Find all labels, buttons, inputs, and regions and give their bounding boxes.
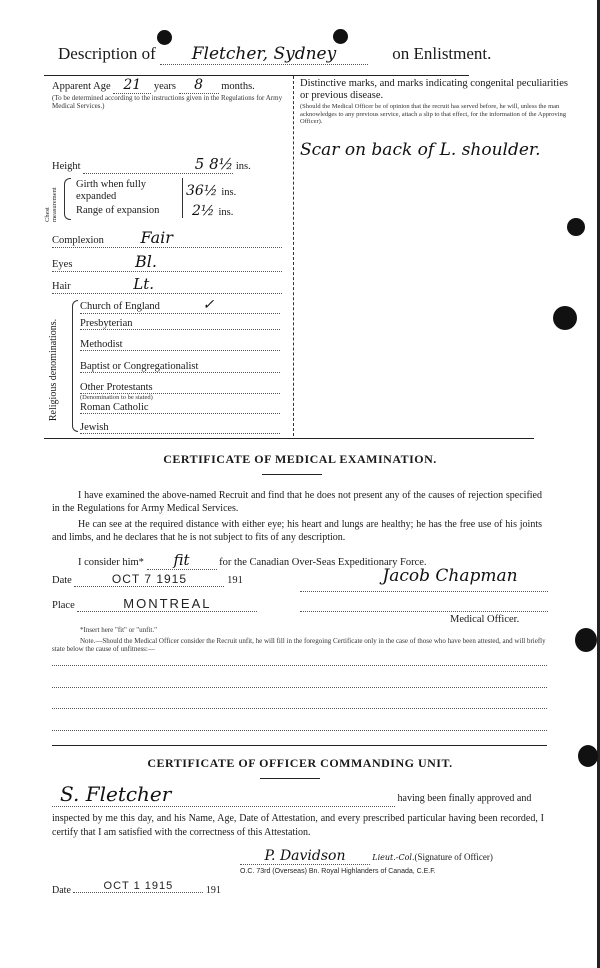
punch-hole	[553, 306, 577, 330]
medical-cert-title: CERTIFICATE OF MEDICAL EXAMINATION.	[163, 452, 437, 466]
medical-date-stamp: OCT 7 1915	[74, 572, 224, 587]
header-rule	[44, 75, 469, 76]
medical-note: Note.—Should the Medical Officer consider the Recruit unfit, he will fill in the foregoing Certificate only in the case of those who have been attested, and will briefly state below the cause of unfitness:—	[52, 637, 546, 653]
girth-row: 36½ ins.	[186, 183, 237, 199]
distinctive-marks-value: Scar on back of L. shoulder.	[300, 140, 541, 160]
height-value: 5 8½	[83, 155, 233, 174]
consider-row: I consider him* fit for the Canadian Over-Seas Expeditionary Force.	[78, 551, 427, 569]
section-rule	[44, 438, 534, 439]
officer-rank: Lieut.-Col.	[372, 853, 415, 862]
range-row: 2½ ins.	[192, 203, 234, 219]
religion-sublabel: (Denomination to be stated)	[80, 394, 153, 401]
religion-brace	[72, 300, 78, 432]
distinctive-marks-note: (Should the Medical Officer be of opinion that the recruit has served before, he will, unless the man acknowledges to any previous service, attach a slip to that effect, for the information of the Approving Officer).	[300, 103, 566, 125]
column-divider	[293, 76, 295, 436]
girth-label: Girth when fully expanded	[76, 179, 146, 202]
blank-line	[52, 686, 547, 688]
title-suffix: on Enlistment.	[392, 44, 492, 63]
unit-stamp: O.C. 73rd (Overseas) Bn. Royal Highlanders of Canada, C.E.F.	[240, 868, 436, 875]
girth-value: 36½	[186, 183, 218, 199]
complexion-value: Fair	[140, 228, 173, 247]
complexion-row: Complexion Fair	[52, 228, 282, 248]
signature-line	[300, 610, 548, 612]
medical-date-row: Date OCT 7 1915 191	[52, 572, 243, 586]
punch-hole	[157, 30, 172, 45]
fitness-value: fit	[147, 551, 217, 570]
section-rule	[52, 745, 547, 746]
age-years-value: 21	[113, 77, 151, 94]
officer-date-stamp: OCT 1 1915	[73, 880, 203, 893]
officer-signature-row: P. Davidson Lieut.-Col.(Signature of Officer)	[240, 848, 570, 865]
title-underline	[260, 778, 320, 779]
recruit-signature: S. Fletcher	[52, 782, 395, 807]
punch-hole	[333, 29, 348, 44]
punch-hole	[575, 628, 597, 652]
religion-item: Baptist or Congregationalist	[80, 361, 280, 373]
religion-item: Jewish	[80, 422, 280, 434]
religion-item: Roman Catholic	[80, 402, 280, 414]
punch-hole	[567, 218, 585, 236]
age-months-value: 8	[179, 77, 219, 94]
religion-check: ✓	[202, 297, 215, 313]
officer-date-row: Date OCT 1 1915 191	[52, 880, 221, 896]
enlistee-name: Fletcher, Sydney	[160, 44, 368, 65]
signature-line	[300, 590, 548, 592]
religion-group-label: Religious denominations.	[48, 318, 59, 422]
medical-officer-label: Medical Officer.	[450, 614, 520, 625]
officer-signature: P. Davidson	[240, 848, 370, 865]
chest-brace	[64, 178, 71, 220]
officer-cert-title: CERTIFICATE OF OFFICER COMMANDING UNIT.	[147, 756, 453, 770]
title-prefix: Description of	[58, 44, 156, 63]
page-title	[58, 44, 548, 65]
officer-name-row: S. Fletcher having been finally approved and	[52, 782, 547, 807]
range-label: Range of expansion	[76, 205, 160, 216]
medical-para-1: I have examined the above-named Recruit and find that he does not present any of the causes of rejection specified in the Regulations for Army Medical Services.	[52, 490, 542, 514]
religion-item: Church of England ✓	[80, 297, 280, 314]
religion-item: Presbyterian	[80, 318, 280, 330]
blank-line	[52, 664, 547, 666]
footnote: *Insert here "fit" or "unfit."	[80, 626, 157, 634]
eyes-row: Eyes Bl.	[52, 252, 282, 272]
apparent-age-row: Apparent Age 21 years 8 months.	[52, 77, 255, 93]
religion-item: Methodist	[80, 339, 280, 351]
place-row: Place MONTREAL	[52, 596, 292, 612]
religion-item: Other Protestants	[80, 382, 280, 394]
distinctive-marks-label: Distinctive marks, and marks indicating congenital peculiarities or previous disease.	[300, 78, 568, 101]
hair-row: Hair Lt.	[52, 275, 282, 294]
medical-para-2: He can see at the required distance with either eye; his heart and lungs are healthy; he has the free use of his joints and limbs, and he declares that he is not subject to fits of any description.	[52, 519, 542, 543]
age-note: (To be determined according to the instructions given in the Regulations for Army Medical Services.)	[52, 94, 283, 110]
medical-officer-signature: Jacob Chapman	[382, 566, 518, 586]
height-row: Height 5 8½ ins.	[52, 155, 251, 173]
officer-para: inspected by me this day, and his Name, Age, Date of Attestation, and every prescribed particular having been recorded, I certify that I am satisfied with the correctness of this Attestation.	[52, 813, 544, 838]
eyes-value: Bl.	[135, 252, 158, 271]
range-value: 2½	[192, 203, 215, 219]
place-stamp: MONTREAL	[77, 596, 257, 612]
blank-line	[52, 707, 547, 709]
chest-group-label: Chest measurement	[44, 187, 58, 222]
title-underline	[262, 474, 322, 475]
hair-value: Lt.	[133, 275, 155, 293]
blank-line	[52, 729, 547, 731]
